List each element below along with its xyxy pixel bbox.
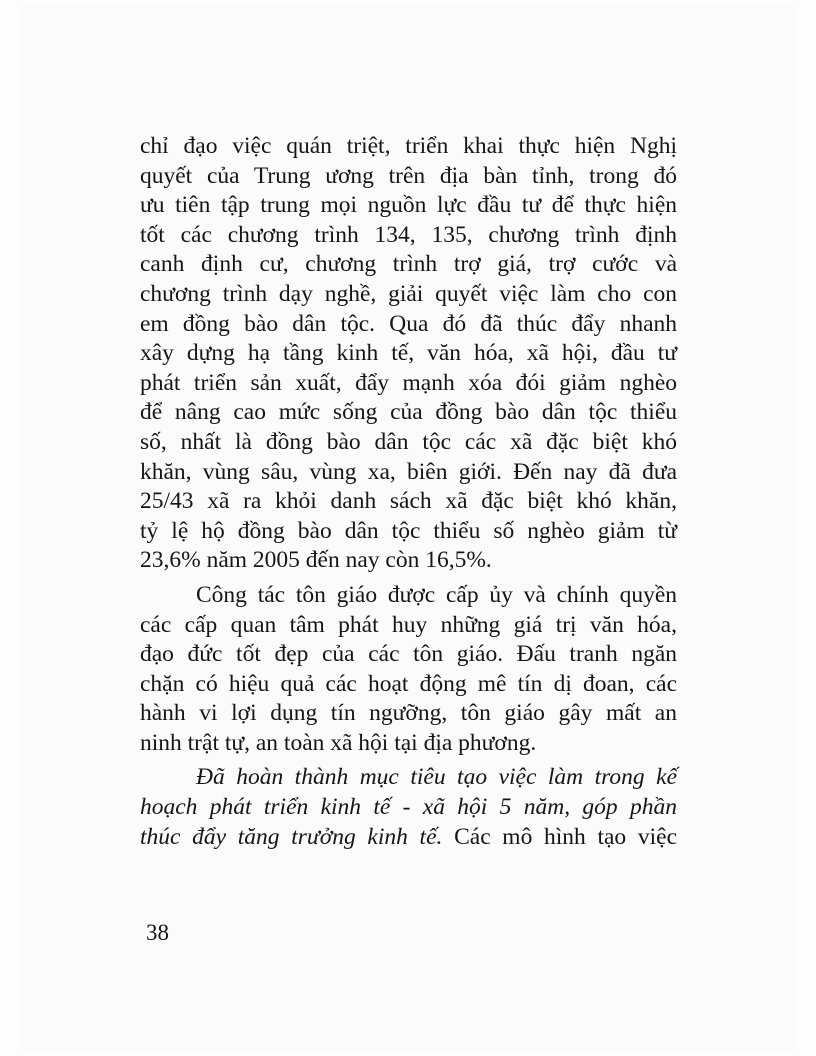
normal-run: Các mô hình tạo việc bbox=[442, 823, 677, 850]
text-line: chương trình dạy nghề, giải quyết việc làm cho con bbox=[140, 280, 677, 307]
text-line-italic: Đã hoàn thành mục tiêu tạo việc làm trong kế bbox=[196, 764, 677, 791]
text-line: ưu tiên tập trung mọi nguồn lực đầu tư để thực hiện bbox=[140, 192, 677, 219]
text-line: để nâng cao mức sống của đồng bào dân tộc thiểu bbox=[140, 399, 677, 426]
text-line: tỷ lệ hộ đồng bào dân tộc thiểu số nghèo giảm từ bbox=[140, 517, 677, 544]
body-text bbox=[140, 132, 677, 852]
text-line: hành vi lợi dụng tín ngưỡng, tôn giáo gây mất an bbox=[140, 700, 677, 727]
paragraph-employment bbox=[140, 763, 677, 852]
text-line: tốt các chương trình 134, 135, chương trình định bbox=[140, 221, 677, 248]
text-line: số, nhất là đồng bào dân tộc các xã đặc biệt khó bbox=[140, 428, 677, 455]
paragraph-religion bbox=[140, 581, 677, 759]
paragraph-ethnic-policy bbox=[140, 132, 677, 576]
text-line: đạo đức tốt đẹp của các tôn giáo. Đấu tranh ngăn bbox=[140, 641, 677, 668]
text-line: em đồng bào dân tộc. Qua đó đã thúc đẩy nhanh bbox=[140, 310, 677, 337]
text-line: các cấp quan tâm phát huy những giá trị văn hóa, bbox=[140, 611, 677, 638]
text-line: 23,6% năm 2005 đến nay còn 16,5%. bbox=[140, 547, 492, 574]
text-line: xây dựng hạ tầng kinh tế, văn hóa, xã hội, đầu tư bbox=[140, 340, 677, 367]
text-line: chặn có hiệu quả các hoạt động mê tín dị đoan, các bbox=[140, 670, 677, 697]
text-line-italic: hoạch phát triển kinh tế - xã hội 5 năm, góp phần bbox=[140, 794, 677, 821]
text-line-mixed bbox=[140, 823, 677, 853]
text-line: khăn, vùng sâu, vùng xa, biên giới. Đến nay đã đưa bbox=[140, 458, 677, 485]
text-line: canh định cư, chương trình trợ giá, trợ cước và bbox=[140, 251, 677, 278]
text-line: ninh trật tự, an toàn xã hội tại địa phương. bbox=[140, 729, 537, 756]
text-line: phát triển sản xuất, đẩy mạnh xóa đói giảm nghèo bbox=[140, 369, 677, 396]
text-line: 25/43 xã ra khỏi danh sách xã đặc biệt khó khăn, bbox=[140, 488, 677, 515]
italic-run: thúc đẩy tăng trưởng kinh tế. bbox=[140, 823, 443, 850]
text-line: Công tác tôn giáo được cấp ủy và chính quyền bbox=[196, 581, 677, 608]
page-number: 38 bbox=[146, 920, 169, 945]
text-line: chỉ đạo việc quán triệt, triển khai thực hiện Nghị bbox=[140, 133, 677, 159]
text-line: quyết của Trung ương trên địa bàn tỉnh, trong đó bbox=[140, 162, 677, 189]
